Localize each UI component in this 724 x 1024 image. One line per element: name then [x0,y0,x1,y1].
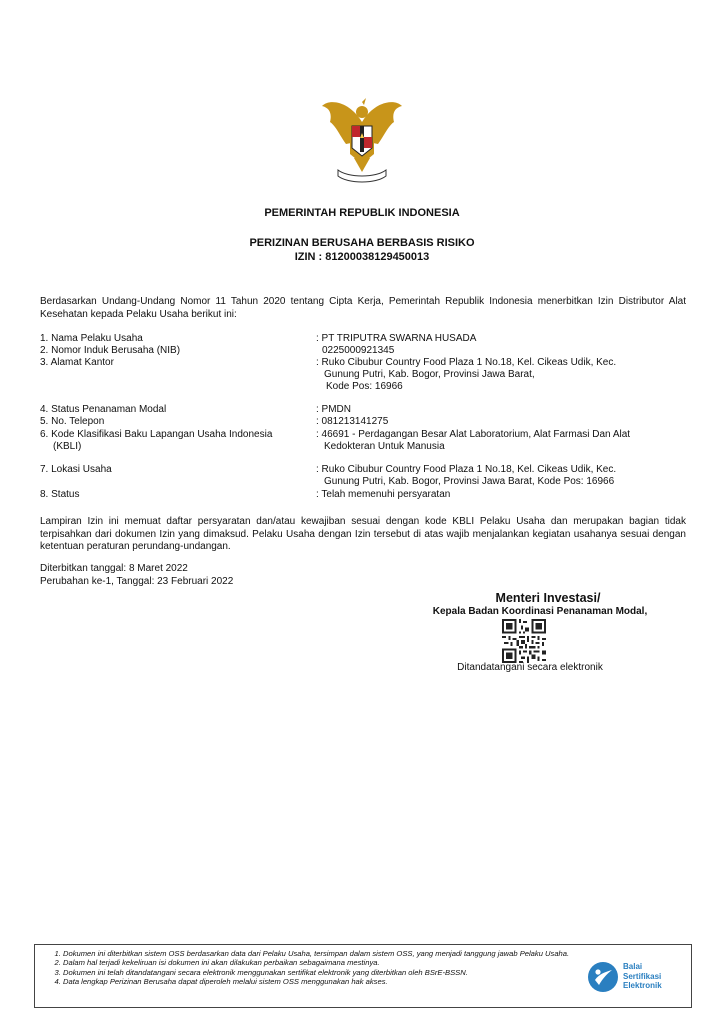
field-value-cont: Kedokteran Untuk Manusia [324,441,445,452]
field-value: : Telah memenuhi persyaratan [316,489,451,500]
footer-note: 3. Dokumen ini telah ditandatangani secara elektronik menggunakan sertifikat elektronik yang diterbitkan oleh BSrE-BSSN. [63,968,583,977]
field-value: 0225000921345 [322,345,395,356]
signature-title: Menteri Investasi/ [495,591,601,605]
field-label: 1. Nama Pelaku Usaha [40,333,143,344]
issued-date: Diterbitkan tanggal: 8 Maret 2022 [40,563,188,574]
field-value: : Ruko Cibubur Country Food Plaza 1 No.18, Kel. Cikeas Udik, Kec. [316,464,617,475]
bsre-logo [587,961,677,995]
change-date: Perubahan ke-1, Tanggal: 23 Februari 2022 [40,576,234,587]
footer-notes-list [35,945,583,986]
field-label: 2. Nomor Induk Berusaha (NIB) [40,345,181,356]
bsre-line: Sertifikasi [623,971,662,981]
footer-note: 1. Dokumen ini diterbitkan sistem OSS berdasarkan data dari Pelaku Usaha, tersimpan dalam sistem OSS, yang menjadi tanggung jawab Pelaku Usaha. [63,949,583,958]
signature-caption: Ditandatangani secara elektronik [457,662,603,673]
garuda-emblem-icon [312,92,412,192]
document-title: PERIZINAN BERUSAHA BERBASIS RISIKO [249,237,475,249]
bsre-line: Balai [623,962,643,971]
field-label: 3. Alamat Kantor [40,357,114,368]
field-value: : Ruko Cibubur Country Food Plaza 1 No.18, Kel. Cikeas Udik, Kec. [316,357,617,368]
field-value-group [316,357,676,393]
footer-note: 2. Dalam hal terjadi kekeliruan isi dokumen ini akan dilakukan perbaikan sebagaimana mestinya. [63,958,583,967]
field-label: 8. Status [40,489,80,500]
field-value: : PT TRIPUTRA SWARNA HUSADA [316,333,477,344]
field-label-group [40,429,310,453]
field-label: 7. Lokasi Usaha [40,464,112,475]
field-value-cont: Kode Pos: 16966 [326,381,403,392]
field-value-cont: Gunung Putri, Kab. Bogor, Provinsi Jawa Barat, [324,369,535,380]
government-title: PEMERINTAH REPUBLIK INDONESIA [264,207,460,219]
izin-number: IZIN : 81200038129450013 [294,251,430,263]
field-label: 4. Status Penanaman Modal [40,404,167,415]
qr-code-icon [502,619,546,663]
field-value-cont: Gunung Putri, Kab. Bogor, Provinsi Jawa Barat, Kode Pos: 16966 [324,476,615,487]
footer-notes-box [34,944,692,1008]
field-label-cont: (KBLI) [53,441,82,452]
bsre-logo-text [623,962,662,991]
field-label: 6. Kode Klasifikasi Baku Lapangan Usaha Indonesia [40,429,273,440]
field-value: : PMDN [316,404,351,415]
field-value-group [316,429,676,453]
field-value: : 081213141275 [316,416,389,427]
footer-note: 4. Data lengkap Perizinan Berusaha dapat diperoleh melalui sistem OSS menggunakan hak akses. [63,977,583,986]
bsre-line: Elektronik [623,981,662,990]
signature-subtitle: Kepala Badan Koordinasi Penanaman Modal, [432,606,648,617]
field-value: : 46691 - Perdagangan Besar Alat Laboratorium, Alat Farmasi Dan Alat [316,429,631,440]
lampiran-paragraph: Lampiran Izin ini memuat daftar persyaratan dan/atau kewajiban sesuai dengan kode KBLI Pelaku Usaha dan merupakan bagian tidak terpisahkan dari dokumen Izin yang dimaksud. Pelaku Usaha dengan Izin tersebut di atas wajib menjalankan kegiatan usahanya sesuai dengan ketentuan peraturan perundang-undangan. [40,516,686,552]
field-value-group [316,464,676,488]
bsre-logo-icon [587,961,619,993]
intro-paragraph: Berdasarkan Undang-Undang Nomor 11 Tahun 2020 tentang Cipta Kerja, Pemerintah Republik Indonesia menerbitkan Izin Distributor Alat Kesehatan kepada Pelaku Usaha berikut ini: [40,296,686,320]
field-label: 5. No. Telepon [40,416,105,427]
